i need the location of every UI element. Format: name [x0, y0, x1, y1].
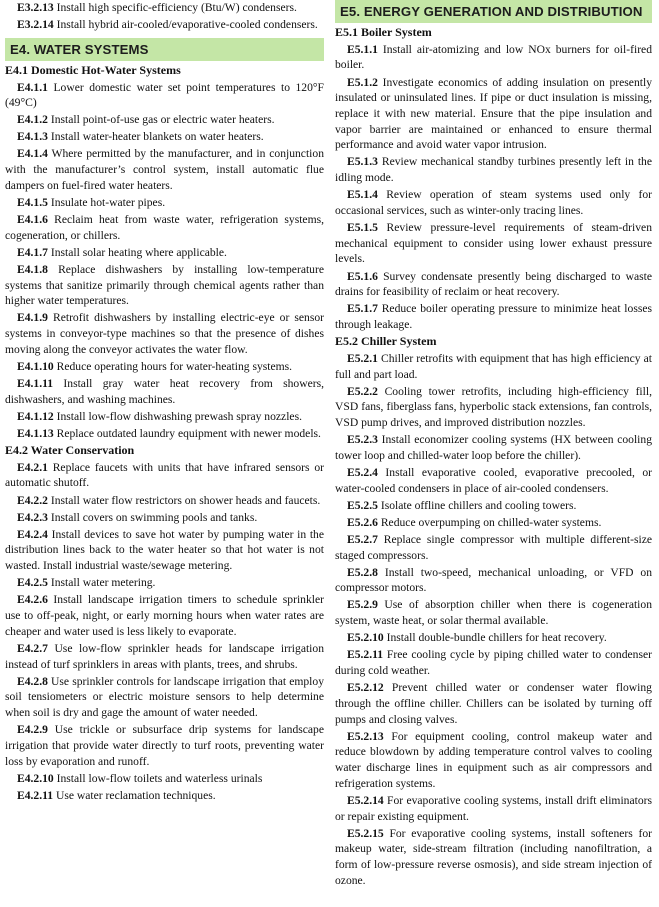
- e4-1-items: [5, 80, 324, 442]
- item-text: Use low-flow sprinkler heads for landscape irrigation instead of turf sprinklers in areas with plants, trees, and shrubs.: [5, 641, 324, 671]
- item-text: For equipment cooling, control makeup water and reduce blowdown by adding temperature control valves to cooling water discharge lines in equipment such as air compressors and refrigeration systems.: [335, 729, 652, 790]
- paragraph-item: [335, 220, 652, 267]
- item-text: Install high specific-efficiency (Btu/W) condensers.: [56, 1, 297, 14]
- item-code: E4.1.9: [17, 311, 48, 325]
- item-text: Install devices to save hot water by pumping water in the distribution lines back to the water heater so that hot water is not wasted. Install industrial waste/sewage metering.: [5, 527, 325, 573]
- item-text: Investigate economics of adding insulation on presently insulated or uninsulated lines. If pipe or duct insulation is missing, replace it with new material. Ensure that the pipe insulation and vapor barrier are maintained or enhanced to ensure thermal performance and avoid water vapor intrusion.: [335, 75, 652, 152]
- item-code: E5.1.3: [347, 155, 378, 169]
- item-code: E4.1.2: [17, 113, 48, 127]
- item-text: Install low-flow toilets and waterless urinals: [56, 771, 263, 785]
- item-text: Insulate hot-water pipes.: [50, 195, 166, 209]
- paragraph-item: [335, 680, 652, 727]
- paragraph-item: [5, 17, 324, 33]
- paragraph-item: [5, 426, 324, 442]
- paragraph-item: [335, 498, 652, 514]
- item-code: E5.2.5: [347, 498, 378, 512]
- item-text: Use of absorption chiller when there is cogeneration system, waste heat, or solar thermal available.: [335, 598, 652, 628]
- item-text: Install economizer cooling systems (HX between cooling tower loop and chilled-water loop before the chiller).: [335, 433, 652, 462]
- e5-2-items: [335, 351, 652, 889]
- item-text: Prevent chilled water or condenser water flowing through the offline chiller. Chillers can be isolated by turning off pumps and closing valves.: [335, 681, 652, 726]
- item-text: Reduce operating hours for water-heating systems.: [56, 359, 293, 373]
- item-text: Install covers on swimming pools and tanks.: [50, 510, 258, 524]
- paragraph-item: [335, 351, 652, 382]
- item-text: Free cooling cycle by piping chilled water to condenser during cold weather.: [335, 648, 652, 678]
- item-code: E4.2.5: [17, 576, 48, 590]
- paragraph-item: [5, 592, 324, 639]
- paragraph-item: [335, 565, 652, 596]
- item-text: Replace single compressor with multiple different-size staged compressors.: [335, 532, 652, 562]
- item-code: E4.2.6: [17, 593, 48, 607]
- paragraph-item: [5, 722, 324, 769]
- item-text: Replace faucets with units that have infrared sensors or automatic shutoff.: [5, 460, 324, 490]
- item-text: Retrofit dishwashers by installing electric-eye or sensor systems in conveyor-type machines so that the presence of dishes moving along the conveyor activates the water flow.: [5, 311, 324, 356]
- paragraph-item: [5, 359, 324, 375]
- section-e5-banner: E5. ENERGY GENERATION AND DISTRIBUTION: [335, 0, 652, 23]
- paragraph-item: [5, 575, 324, 591]
- item-code: E5.1.5: [347, 221, 378, 234]
- item-text: Use trickle or subsurface drip systems for landscape irrigation that provide water directly to turf roots, preventing water loss by evaporation and runoff.: [5, 723, 324, 768]
- paragraph-item: [5, 146, 324, 193]
- item-text: Install water metering.: [50, 576, 156, 590]
- item-text: Install hybrid air-cooled/evaporative-cooled condensers.: [56, 18, 318, 32]
- item-code: E5.1.7: [347, 302, 378, 316]
- item-text: Lower domestic water set point temperatures to 120°F (49°C): [5, 80, 324, 110]
- e5-1-items: [335, 42, 652, 333]
- paragraph-item: [335, 826, 652, 889]
- item-code: E4.1.4: [17, 147, 48, 161]
- item-text: Reduce boiler operating pressure to minimize heat losses through leakage.: [335, 302, 652, 331]
- section-e4-banner: E4. WATER SYSTEMS: [5, 38, 324, 61]
- item-code: E4.2.4: [17, 527, 48, 541]
- item-code: E4.2.1: [17, 460, 48, 474]
- item-code: E5.2.6: [347, 515, 378, 529]
- item-text: Chiller retrofits with equipment that has high efficiency at full and part load.: [335, 351, 652, 381]
- item-code: E4.2.7: [17, 641, 48, 655]
- item-text: Survey condensate presently being discharged to waste drains for feasibility of reclaim or heat recovery.: [335, 269, 652, 299]
- paragraph-item: [335, 432, 652, 463]
- paragraph-item: [335, 269, 652, 300]
- item-text: Install two-speed, mechanical unloading, or VFD on compressor motors.: [335, 565, 653, 595]
- item-code: E4.1.11: [17, 377, 54, 391]
- item-text: Replace dishwashers by installing low-temperature systems that sanitize primarily through chemical agents rather than higher water temperatures.: [5, 262, 324, 308]
- item-code: E4.1.13: [17, 426, 54, 440]
- paragraph-item: [5, 376, 324, 407]
- item-code: E4.1.5: [17, 195, 48, 209]
- item-code: E5.2.1: [347, 351, 378, 365]
- item-code: E5.2.13: [347, 729, 384, 743]
- item-code: E5.2.14: [347, 793, 384, 807]
- item-code: E4.1.10: [17, 359, 54, 373]
- item-code: E5.2.2: [347, 384, 378, 398]
- paragraph-item: [5, 771, 324, 787]
- item-text: Install solar heating where applicable.: [50, 245, 227, 259]
- paragraph-item: [5, 80, 324, 111]
- item-code: E4.2.8: [17, 674, 48, 688]
- paragraph-item: [5, 788, 324, 804]
- paragraph-item: [335, 42, 652, 73]
- item-code: E4.1.7: [17, 245, 48, 259]
- item-code: E4.1.3: [17, 130, 48, 144]
- paragraph-item: [5, 262, 324, 309]
- item-text: Install water flow restrictors on shower heads and faucets.: [50, 493, 321, 507]
- item-code: E5.1.2: [347, 75, 378, 89]
- paragraph-item: [335, 630, 652, 646]
- paragraph-item: [5, 245, 324, 261]
- paragraph-item: [5, 0, 324, 16]
- item-code: E5.2.8: [347, 565, 378, 579]
- paragraph-item: [335, 729, 652, 792]
- paragraph-item: [335, 384, 652, 431]
- item-code: E5.1.1: [347, 42, 378, 56]
- paragraph-item: [5, 409, 324, 425]
- item-code: E5.2.4: [347, 465, 378, 479]
- subsection-e5-2-title: E5.2 Chiller System: [335, 334, 437, 349]
- item-text: Review mechanical standby turbines presently left in the idling mode.: [335, 155, 652, 185]
- paragraph-item: [335, 187, 652, 218]
- item-text: Install gray water heat recovery from showers, dishwashers, and washing machines.: [5, 377, 324, 406]
- item-text: Install low-flow dishwashing prewash spray nozzles.: [56, 409, 302, 423]
- paragraph-item: [335, 515, 652, 531]
- item-text: Install air-atomizing and low NOx burners for oil-fired boiler.: [335, 42, 652, 72]
- item-text: Cooling tower retrofits, including high-efficiency fill, VSD fans, fiberglass fans, hyperbolic stack extensions, fan controls, VSD pump drives, and improved distribution nozzles.: [335, 384, 652, 429]
- item-text: Isolate offline chillers and cooling towers.: [380, 498, 577, 512]
- item-code: E4.2.3: [17, 510, 48, 524]
- paragraph-item: [5, 641, 324, 672]
- paragraph-item: [5, 112, 324, 128]
- item-text: Reclaim heat from waste water, refrigeration systems, cogeneration, or chillers.: [5, 213, 324, 242]
- item-text: Install evaporative cooled, evaporative precooled, or water-cooled condensers in place of air-cooled condensers.: [335, 465, 652, 495]
- paragraph-item: [335, 793, 652, 824]
- item-text: For evaporative cooling systems, install softeners for makeup water, side-stream filtration (including nanofiltration, a form of low-pressure reverse osmosis), and side stream injection of ozone.: [335, 826, 652, 887]
- item-code: E4.2.9: [17, 723, 48, 737]
- item-code: E5.2.3: [347, 433, 378, 447]
- item-code: E4.1.6: [17, 213, 48, 227]
- paragraph-item: [335, 532, 652, 563]
- item-code: E5.2.10: [347, 631, 384, 645]
- paragraph-item: [5, 527, 324, 574]
- paragraph-item: [335, 647, 652, 678]
- item-code: E5.1.6: [347, 269, 378, 283]
- item-code: E5.2.15: [347, 826, 384, 840]
- item-code: E4.2.2: [17, 493, 48, 507]
- paragraph-item: [335, 597, 652, 628]
- left-column: [5, 0, 324, 907]
- subsection-e4-2-title: E4.2 Water Conservation: [5, 443, 135, 458]
- item-text: Review operation of steam systems used only for occasional services, such as winter-only tracing lines.: [335, 188, 652, 217]
- continued-e3-items: [5, 0, 324, 33]
- paragraph-item: [5, 212, 324, 243]
- item-text: Install water-heater blankets on water heaters.: [50, 130, 264, 144]
- item-text: Install double-bundle chillers for heat recovery.: [386, 631, 607, 645]
- item-code: E5.2.9: [347, 598, 378, 612]
- item-code: E4.1.8: [17, 262, 48, 276]
- paragraph-item: [5, 460, 324, 491]
- paragraph-item: [5, 510, 324, 526]
- item-code: E5.2.7: [347, 532, 378, 546]
- item-code: E4.1.12: [17, 409, 54, 423]
- subsection-e5-1-title: E5.1 Boiler System: [335, 25, 432, 39]
- item-code: E5.2.11: [347, 648, 384, 662]
- item-code: E3.2.14: [17, 18, 54, 32]
- right-column: [335, 0, 652, 907]
- paragraph-item: [335, 75, 652, 154]
- item-code: E5.1.4: [347, 188, 378, 202]
- subsection-e4-1-title: E4.1 Domestic Hot-Water Systems: [5, 62, 181, 77]
- paragraph-item: [335, 465, 652, 496]
- item-text: Review pressure-level requirements of steam-driven mechanical equipment to consider using lower exhaust pressure levels.: [335, 221, 652, 266]
- item-text: Install point-of-use gas or electric water heaters.: [50, 113, 275, 127]
- paragraph-item: [5, 493, 324, 509]
- e4-2-items: [5, 460, 324, 804]
- paragraph-item: [5, 129, 324, 145]
- paragraph-item: [335, 301, 652, 332]
- item-code: E5.2.12: [347, 681, 384, 695]
- item-code: E4.2.10: [17, 771, 54, 785]
- paragraph-item: [5, 195, 324, 211]
- item-code: E3.2.13: [17, 1, 54, 14]
- item-text: Use water reclamation techniques.: [55, 788, 216, 802]
- item-code: E4.1.1: [17, 80, 48, 94]
- item-text: Install landscape irrigation timers to schedule sprinkler use to off-peak, night, or early morning hours when water rates are cheaper and water used is less likely to evaporate.: [5, 593, 324, 638]
- item-text: Reduce overpumping on chilled-water systems.: [380, 515, 602, 529]
- paragraph-item: [5, 674, 324, 721]
- item-text: Replace outdated laundry equipment with newer models.: [56, 426, 321, 440]
- item-code: E4.2.11: [17, 788, 54, 802]
- item-text: Where permitted by the manufacturer, and in conjunction with the manufacturer’s control system, install automatic flue dampers on fuel-fired water heaters.: [5, 147, 324, 192]
- paragraph-item: [335, 154, 652, 185]
- item-text: Use sprinkler controls for landscape irrigation that employ soil tensiometers or electric moisture sensors to help determine when soil is dry and gage the amount of water needed.: [5, 674, 324, 720]
- paragraph-item: [5, 310, 324, 357]
- item-text: For evaporative cooling systems, install drift eliminators or repair existing equipment.: [335, 793, 652, 823]
